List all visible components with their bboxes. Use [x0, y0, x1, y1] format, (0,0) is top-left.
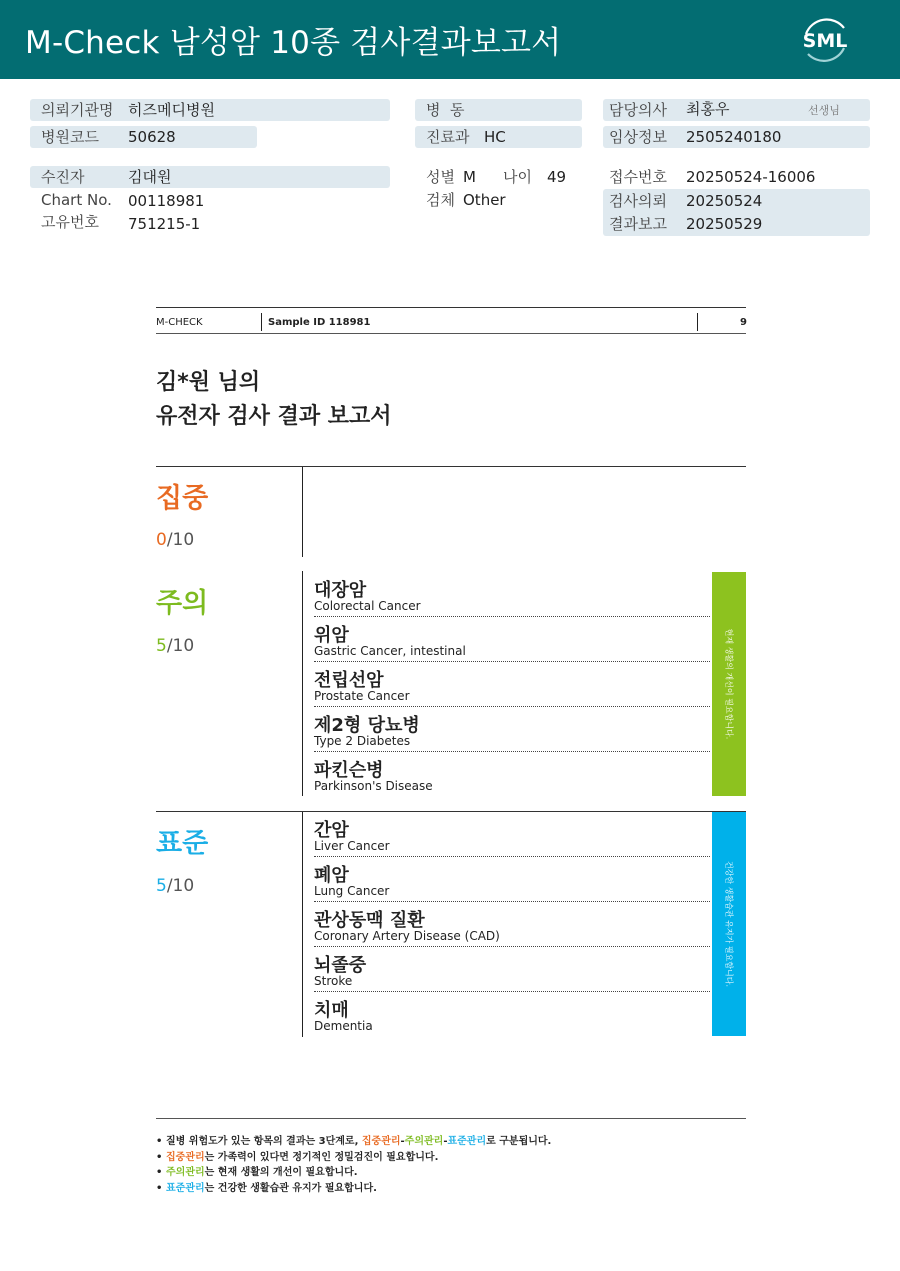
list-item: [314, 858, 710, 903]
ward-label: 병 동: [426, 101, 465, 119]
disease-name-kr: 전립선암: [314, 670, 384, 691]
institution-label: 의뢰기관명: [41, 101, 114, 119]
list-item: [314, 993, 710, 1038]
note-3-text: 는 현재 생활의 개선이 필요합니다.: [204, 1167, 358, 1178]
note-1-dash-1: -: [400, 1136, 405, 1147]
standard-divider: [302, 812, 303, 1037]
dept-value: HC: [484, 128, 506, 146]
dept-label: 진료과: [426, 128, 470, 146]
item-separator: [314, 901, 710, 902]
caution-side-text: 현재 생활의 개선이 필요합니다.: [724, 628, 734, 740]
doctor-value: 최홍우: [686, 100, 730, 118]
patient-label: 수진자: [41, 168, 85, 186]
item-separator: [314, 991, 710, 992]
note-1-focus: 집중관리: [361, 1136, 401, 1147]
list-item: [314, 903, 710, 948]
chart-value: 00118981: [128, 192, 205, 210]
disease-name-en: Prostate Cancer: [314, 689, 410, 703]
patient-value: 김대원: [128, 168, 172, 186]
note-2: • 집중관리는 가족력이 있다면 정기적인 정밀검진이 필요합니다.: [156, 1151, 439, 1163]
disease-name-kr: 치매: [314, 1000, 349, 1021]
clinical-value: 2505240180: [686, 128, 782, 146]
hospital-code-label: 병원코드: [41, 128, 99, 146]
item-separator: [314, 946, 710, 947]
focus-divider: [302, 467, 303, 557]
header-bar: [0, 0, 900, 79]
item-separator: [314, 616, 710, 617]
sml-logo-icon: [796, 12, 854, 68]
request-value: 20250524: [686, 192, 763, 210]
report-greeting: [156, 366, 392, 434]
report-brand: M-CHECK: [156, 317, 203, 328]
age-value: 49: [547, 168, 567, 186]
disease-name-en: Coronary Artery Disease (CAD): [314, 929, 500, 943]
report-value: 20250529: [686, 215, 763, 233]
disease-name-en: Dementia: [314, 1019, 373, 1033]
disease-name-en: Stroke: [314, 974, 353, 988]
receipt-label: 접수번호: [609, 168, 667, 186]
note-1-caution: 주의관리: [404, 1136, 444, 1147]
page-title: M-Check 남성암 10종 검사결과보고서: [25, 25, 562, 61]
legend-notes: [156, 1134, 746, 1196]
greeting-line-2: 유전자 검사 결과 보고서: [156, 404, 392, 429]
disease-name-en: Gastric Cancer, intestinal: [314, 644, 466, 658]
list-item: [314, 753, 710, 798]
standard-side-banner: [712, 812, 746, 1036]
note-4-key: 표준관리: [166, 1182, 205, 1194]
caution-count-number: 5: [156, 636, 167, 656]
note-1-dash-2: -: [443, 1136, 448, 1147]
standard-title: 표준: [156, 828, 209, 859]
list-item: [314, 618, 710, 663]
chart-label: Chart No.: [41, 191, 112, 209]
caution-divider: [302, 571, 303, 796]
sample-id: Sample ID 118981: [268, 317, 371, 328]
note-4: • 표준관리는 건강한 생활습관 유지가 필요합니다.: [156, 1182, 377, 1194]
header-divider-right: [697, 313, 698, 331]
focus-rule: [156, 466, 746, 467]
disease-name-kr: 폐암: [314, 865, 349, 886]
note-1-post: 로 구분됩니다.: [486, 1136, 552, 1147]
age-label: 나이: [503, 168, 532, 186]
standard-rule: [156, 811, 746, 812]
page-number: 9: [740, 317, 747, 328]
caution-title: 주의: [156, 588, 209, 619]
hospital-code-value: 50628: [128, 128, 176, 146]
greeting-line-1: 김*원 님의: [156, 370, 261, 395]
disease-name-kr: 대장암: [314, 580, 367, 601]
note-1-text: 질병 위험도가 있는 항목의 결과는 3단계로,: [166, 1136, 362, 1147]
logo-text: SML: [802, 30, 848, 52]
specimen-label: 검체: [426, 191, 455, 209]
receipt-value: 20250524-16006: [686, 168, 816, 186]
disease-name-en: Colorectal Cancer: [314, 599, 421, 613]
standard-count-number: 5: [156, 876, 167, 896]
specimen-value: Other: [463, 191, 506, 209]
unique-no-label: 고유번호: [41, 213, 99, 231]
report-top-rule: [156, 307, 746, 308]
disease-name-kr: 간암: [314, 820, 349, 841]
disease-name-kr: 관상동맥 질환: [314, 910, 425, 931]
institution-value: 히즈메디병원: [128, 101, 215, 119]
note-3: • 주의관리는 현재 생활의 개선이 필요합니다.: [156, 1167, 358, 1178]
disease-name-en: Lung Cancer: [314, 884, 390, 898]
report-header-rule: [156, 333, 746, 334]
disease-name-kr: 파킨슨병: [314, 760, 384, 781]
sex-label: 성별: [426, 168, 455, 186]
item-separator: [314, 856, 710, 857]
list-item: [314, 663, 710, 708]
doctor-suffix: 선생님: [808, 104, 840, 117]
disease-name-kr: 뇌졸중: [314, 955, 367, 976]
list-item: [314, 813, 710, 858]
focus-count: [156, 530, 194, 550]
list-item: [314, 948, 710, 993]
item-separator: [314, 661, 710, 662]
focus-count-total: /10: [166, 530, 195, 550]
header-divider: [261, 313, 262, 331]
caution-count-total: /10: [166, 636, 195, 656]
sex-value: M: [463, 168, 476, 186]
note-4-text: 는 건강한 생활습관 유지가 필요합니다.: [204, 1182, 377, 1194]
request-label: 검사의뢰: [609, 192, 667, 210]
note-2-text: 는 가족력이 있다면 정기적인 정밀검진이 필요합니다.: [204, 1151, 439, 1163]
item-separator: [314, 751, 710, 752]
report-label: 결과보고: [609, 215, 667, 233]
note-2-key: 집중관리: [166, 1151, 205, 1163]
note-1: • 질병 위험도가 있는 항목의 결과는 3단계로, 집중관리-주의관리-표준관리로 구분됩니다.: [156, 1136, 552, 1147]
disease-name-en: Type 2 Diabetes: [314, 734, 411, 748]
disease-name-kr: 위암: [314, 625, 349, 646]
caution-side-banner: [712, 572, 746, 796]
clinical-label: 임상정보: [609, 128, 667, 146]
notes-rule: [156, 1118, 746, 1119]
standard-side-text: 건강한 생활습관 유지가 필요합니다.: [724, 860, 734, 988]
note-1-standard: 표준관리: [447, 1136, 487, 1147]
disease-name-kr: 제2형 당뇨병: [314, 715, 420, 736]
standard-count-total: /10: [166, 876, 195, 896]
doctor-label: 담당의사: [609, 101, 667, 119]
caution-count: [156, 636, 194, 656]
focus-title: 집중: [156, 483, 209, 514]
item-separator: [314, 706, 710, 707]
disease-name-en: Liver Cancer: [314, 839, 390, 853]
unique-no-value: 751215-1: [128, 215, 201, 233]
list-item: [314, 573, 710, 618]
note-3-key: 주의관리: [166, 1167, 205, 1178]
disease-name-en: Parkinson's Disease: [314, 779, 433, 793]
focus-count-number: 0: [156, 530, 167, 550]
standard-count: [156, 876, 194, 896]
list-item: [314, 708, 710, 753]
